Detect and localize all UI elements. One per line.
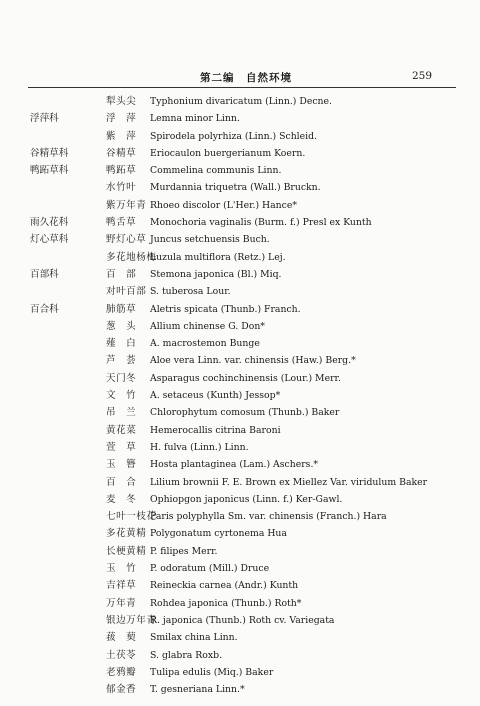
species-row xyxy=(0,128,480,145)
species-row xyxy=(0,508,480,525)
species-row xyxy=(0,231,480,248)
chinese-name: 麦 冬 xyxy=(106,493,137,505)
chinese-name: 多花地杨梅 xyxy=(106,251,157,263)
species-row xyxy=(0,664,480,681)
latin-name: Polygonatum cyrtonema Hua xyxy=(150,528,287,540)
species-row xyxy=(0,179,480,196)
species-row xyxy=(0,283,480,300)
latin-name: Typhonium divaricatum (Linn.) Decne. xyxy=(150,96,332,107)
chinese-name: 犁头尖 xyxy=(106,96,137,107)
latin-name: Asparagus cochinchinensis (Lour.) Merr. xyxy=(150,372,341,384)
chinese-name: 七叶一枝花 xyxy=(106,511,157,523)
latin-name: Reineckia carnea (Andr.) Kunth xyxy=(150,580,299,592)
latin-name: Commelina communis Linn. xyxy=(150,165,282,177)
latin-name: Eriocaulon buergerianum Koern. xyxy=(150,147,306,159)
species-row xyxy=(0,681,480,698)
family-name: 谷精草科 xyxy=(30,147,69,159)
header-rule xyxy=(28,87,456,88)
species-row xyxy=(0,404,480,421)
latin-name: Juncus setchuensis Buch. xyxy=(150,234,270,246)
family-name: 百合科 xyxy=(30,303,59,315)
latin-name: Stemona japonica (Bl.) Miq. xyxy=(150,268,282,280)
latin-name: S. glabra Roxb. xyxy=(150,649,223,661)
chinese-name: 老鸦瓣 xyxy=(106,666,137,678)
species-row xyxy=(0,595,480,612)
family-name: 浮萍科 xyxy=(30,113,59,125)
latin-name: S. tuberosa Lour. xyxy=(150,286,231,298)
chinese-name: 紫 萍 xyxy=(106,130,137,142)
latin-name: Aletris spicata (Thunb.) Franch. xyxy=(150,303,301,315)
species-row xyxy=(0,162,480,179)
latin-name: Luzula multiflora (Retz.) Lej. xyxy=(150,251,286,263)
chinese-name: 百 部 xyxy=(106,268,137,280)
chinese-name: 吊 兰 xyxy=(106,407,137,419)
species-row xyxy=(0,214,480,231)
species-list xyxy=(0,93,480,698)
page-number: 259 xyxy=(412,70,433,82)
chinese-name: 玉 簪 xyxy=(106,459,137,471)
chinese-name: 浮 萍 xyxy=(106,113,137,125)
species-row xyxy=(0,577,480,594)
species-row xyxy=(0,543,480,560)
latin-name: P. odoratum (Mill.) Druce xyxy=(150,563,270,575)
species-row xyxy=(0,491,480,508)
latin-name: Lilium brownii F. E. Brown ex Miellez Var. viridulum Baker xyxy=(150,476,428,488)
latin-name: Ophiopgon japonicus (Linn. f.) Ker-Gawl. xyxy=(150,493,343,505)
latin-name: A. setaceus (Kunth) Jessop* xyxy=(150,390,281,402)
latin-name: P. filipes Merr. xyxy=(150,545,218,557)
chinese-name: 郁金香 xyxy=(106,684,137,696)
family-name: 雨久花科 xyxy=(30,217,69,229)
latin-name: Chlorophytum comosum (Thunb.) Baker xyxy=(150,407,340,419)
species-row xyxy=(0,422,480,439)
chinese-name: 长梗黄精 xyxy=(106,545,147,557)
family-name: 灯心草科 xyxy=(30,234,69,246)
chinese-name: 百 合 xyxy=(106,476,137,488)
species-row xyxy=(0,197,480,214)
species-row xyxy=(0,525,480,542)
latin-name: Murdannia triquetra (Wall.) Bruckn. xyxy=(150,182,321,194)
species-row xyxy=(0,249,480,266)
chinese-name: 土茯苓 xyxy=(106,649,137,661)
chinese-name: 萱 草 xyxy=(106,441,137,453)
species-row xyxy=(0,266,480,283)
latin-name: Paris polyphylla Sm. var. chinensis (Franch.) Hara xyxy=(150,511,387,523)
species-row xyxy=(0,370,480,387)
family-name: 鸭跖草科 xyxy=(30,165,69,177)
chinese-name: 谷精草 xyxy=(106,147,137,159)
species-row xyxy=(0,456,480,473)
latin-name: Rhoeo discolor (L'Her.) Hance* xyxy=(150,199,298,211)
chinese-name: 菝 葜 xyxy=(106,632,137,644)
chinese-name: 水竹叶 xyxy=(106,182,137,194)
species-row xyxy=(0,145,480,162)
chinese-name: 文 竹 xyxy=(106,390,137,402)
species-row xyxy=(0,110,480,127)
chinese-name: 肺筋草 xyxy=(106,303,137,315)
chinese-name: 鸭跖草 xyxy=(106,165,137,177)
latin-name: Rohdea japonica (Thunb.) Roth* xyxy=(150,597,302,609)
species-row xyxy=(0,612,480,629)
chinese-name: 万年青 xyxy=(106,597,137,609)
section-title: 第二编 自然环境 xyxy=(200,72,292,84)
species-row xyxy=(0,352,480,369)
latin-name: Monochoria vaginalis (Burm. f.) Presl ex Kunth xyxy=(150,217,372,229)
latin-name: Smilax china Linn. xyxy=(150,632,238,644)
latin-name: Hosta plantaginea (Lam.) Aschers.* xyxy=(150,459,319,471)
chinese-name: 紫万年青 xyxy=(106,199,147,211)
chinese-name: 野灯心草 xyxy=(106,234,147,246)
species-row xyxy=(0,387,480,404)
chinese-name: 薤 白 xyxy=(106,338,137,350)
species-row xyxy=(0,439,480,456)
latin-name: A. macrostemon Bunge xyxy=(150,338,260,350)
chinese-name: 玉 竹 xyxy=(106,563,137,575)
chinese-name: 对叶百部 xyxy=(106,286,147,298)
latin-name: Hemerocallis citrina Baroni xyxy=(150,424,281,436)
chinese-name: 葱 头 xyxy=(106,320,137,332)
latin-name: H. fulva (Linn.) Linn. xyxy=(150,441,249,453)
chinese-name: 吉祥草 xyxy=(106,580,137,592)
page-header xyxy=(0,70,480,86)
species-row xyxy=(0,335,480,352)
latin-name: Tulipa edulis (Miq.) Baker xyxy=(150,666,274,678)
latin-name: Spirodela polyrhiza (Linn.) Schleid. xyxy=(150,130,318,142)
chinese-name: 鸭舌草 xyxy=(106,217,137,229)
species-row xyxy=(0,629,480,646)
species-row xyxy=(0,318,480,335)
species-row xyxy=(0,93,480,110)
family-name: 百部科 xyxy=(30,268,59,280)
species-row xyxy=(0,560,480,577)
latin-name: Lemna minor Linn. xyxy=(150,113,240,125)
latin-name: R. japonica (Thunb.) Roth cv. Variegata xyxy=(150,614,335,626)
species-row xyxy=(0,301,480,318)
latin-name: Allium chinense G. Don* xyxy=(150,320,265,332)
chinese-name: 黄花菜 xyxy=(106,424,137,436)
chinese-name: 多花黄精 xyxy=(106,528,147,540)
latin-name: T. gesneriana Linn.* xyxy=(150,684,245,696)
chinese-name: 银边万年青 xyxy=(106,614,157,626)
species-row xyxy=(0,474,480,491)
chinese-name: 天门冬 xyxy=(106,372,137,384)
latin-name: Aloe vera Linn. var. chinensis (Haw.) Berg.* xyxy=(150,355,356,367)
chinese-name: 芦 荟 xyxy=(106,355,137,367)
species-row xyxy=(0,647,480,664)
